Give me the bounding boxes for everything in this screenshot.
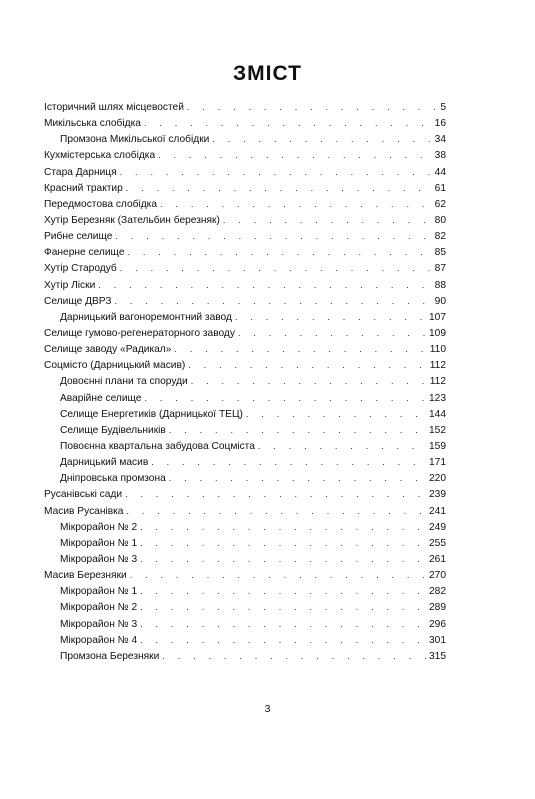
toc-entry-page: 159 [429,440,446,452]
toc-entry-page: 38 [434,150,446,162]
toc-leader-dots [98,277,431,293]
toc-entry-label: Довоєнні плани та споруди [60,376,188,388]
toc-entry-page: 220 [429,473,446,485]
toc-entry [44,438,446,454]
toc-leader-dots [160,196,432,212]
toc-entry-page: 107 [429,311,446,323]
toc-leader-dots [126,180,432,196]
toc-entry [44,131,446,147]
toc-entry-label: Мікрорайон № 1 [60,586,138,598]
toc-entry-label: Масив Березняки [44,570,127,582]
toc-entry-page: 241 [429,505,446,517]
toc-entry-page: 88 [434,279,446,291]
toc-leader-dots [126,503,426,519]
toc-leader-dots [169,422,426,438]
toc-entry [44,164,446,180]
toc-leader-dots [120,164,432,180]
toc-leader-dots [125,486,426,502]
toc-entry [44,147,446,163]
toc-entry-page: 112 [429,376,446,388]
toc-entry-label: Хутір Стародуб [44,263,117,275]
toc-entry [44,341,446,357]
toc-entry [44,470,446,486]
toc-entry-page: 62 [434,198,446,210]
toc-entry-label: Хутір Березняк (Зательбин березняк) [44,214,220,226]
toc-entry [44,260,446,276]
toc-leader-dots [258,438,426,454]
toc-entry-label: Історичний шлях місцевостей [44,102,184,113]
toc-entry [44,212,446,228]
toc-entry-label: Хутір Ліски [44,279,96,291]
toc-entry-page: 5 [440,102,446,113]
toc-leader-dots [223,212,432,228]
toc-entry [44,632,446,648]
toc-entry-label: Селище гумово-регенераторного заводу [44,327,235,339]
toc-entry [44,406,446,422]
toc-entry-page: 289 [429,602,446,614]
toc-entry [44,535,446,551]
toc-leader-dots [162,648,426,664]
toc-entry-label: Селище ДВРЗ [44,295,112,307]
toc-entry [44,373,446,389]
toc-entry-label: Селище Енергетиків (Дарницької ТЕЦ) [60,408,243,420]
toc-entry-page: 61 [434,182,446,194]
toc-entry-label: Мікрорайон № 4 [60,634,138,646]
toc-leader-dots [140,616,426,632]
toc-entry-page: 282 [429,586,446,598]
toc-entry-page: 90 [434,295,446,307]
toc-leader-dots [130,567,426,583]
toc-entry-label: Кухмістерська слобідка [44,150,156,162]
toc-entry [44,503,446,519]
toc-entry [44,228,446,244]
toc-leader-dots [140,583,426,599]
toc-leader-dots [169,470,426,486]
toc-entry-label: Соцмісто (Дарницький масив) [44,360,186,372]
toc-entry-page: 85 [434,247,446,259]
toc-leader-dots [191,373,427,389]
page-number: 3 [264,703,271,715]
toc-entry-label: Стара Дарниця [44,166,117,178]
toc-entry-page: 112 [429,360,446,372]
toc-entry [44,357,446,373]
toc-entry [44,599,446,615]
toc-entry-label: Селище заводу «Радикал» [44,344,172,356]
toc-leader-dots [158,147,432,163]
toc-entry-page: 144 [429,408,446,420]
toc-entry-page: 171 [429,457,446,469]
toc-leader-dots [174,341,426,357]
toc-entry [44,583,446,599]
toc-entry-label: Мікрорайон № 2 [60,602,138,614]
toc-leader-dots [188,357,426,373]
toc-entry-page: 261 [429,553,446,565]
toc-leader-dots [151,454,426,470]
toc-entry-label: Дарницький вагоноремонтний завод [60,311,232,323]
toc-entry [44,422,446,438]
toc-entry-page: 87 [434,263,446,275]
toc-entry-page: 16 [434,118,446,130]
toc-entry-label: Мікрорайон № 3 [60,618,138,630]
toc-entry-page: 82 [434,231,446,243]
toc-leader-dots [140,535,426,551]
toc-entry [44,196,446,212]
toc-entry [44,309,446,325]
toc-leader-dots [238,325,426,341]
toc-entry-label: Передмостова слобідка [44,198,158,210]
toc-entry-label: Микільська слобідка [44,118,141,130]
toc-entry-page: 109 [429,327,446,339]
toc-entry [44,115,446,131]
toc-entry [44,293,446,309]
toc-leader-dots [120,260,432,276]
toc-entry-page: 34 [434,134,446,146]
toc-entry [44,325,446,341]
toc-entry [44,454,446,470]
toc-leader-dots [212,131,431,147]
toc-leader-dots [246,406,426,422]
toc-entry [44,99,446,115]
toc-entry [44,277,446,293]
toc-leader-dots [140,551,426,567]
toc-leader-dots [127,244,431,260]
toc-entry-page: 249 [429,521,446,533]
toc-entry [44,519,446,535]
toc-leader-dots [144,115,432,131]
toc-entry [44,180,446,196]
toc-entry-page: 239 [429,489,446,501]
toc-entry [44,567,446,583]
toc-leader-dots [145,390,427,406]
toc-entry-page: 296 [429,618,446,630]
toc-entry [44,616,446,632]
toc-leader-dots [140,632,426,648]
toc-entry-page: 80 [434,214,446,226]
toc-entry-label: Масив Русанівка [44,505,124,517]
table-of-contents [44,99,446,664]
toc-entry-label: Промзона Микільської слобідки [60,134,210,146]
toc-entry-label: Мікрорайон № 1 [60,537,138,549]
toc-entry-label: Дарницький масив [60,457,149,469]
page-title: ЗМІСТ [233,62,302,85]
toc-leader-dots [187,99,437,115]
toc-entry-label: Рибне селище [44,231,113,243]
toc-leader-dots [115,228,431,244]
toc-entry-page: 315 [429,650,446,662]
toc-entry-page: 110 [429,344,446,356]
toc-leader-dots [140,519,426,535]
toc-entry-label: Аварійне селище [60,392,142,404]
toc-entry [44,390,446,406]
toc-entry-label: Русанівські сади [44,489,123,501]
toc-entry-label: Повоєнна квартальна забудова Соцміста [60,440,255,452]
toc-entry [44,551,446,567]
toc-entry-page: 255 [429,537,446,549]
toc-entry-page: 44 [434,166,446,178]
toc-entry-label: Мікрорайон № 3 [60,553,138,565]
toc-entry-page: 152 [429,424,446,436]
toc-entry [44,486,446,502]
toc-leader-dots [140,599,426,615]
toc-entry-label: Красний трактир [44,182,123,194]
toc-entry [44,244,446,260]
toc-entry-label: Дніпровська промзона [60,473,166,485]
toc-leader-dots [115,293,432,309]
toc-entry-page: 270 [429,570,446,582]
toc-entry [44,648,446,664]
toc-entry-page: 301 [429,634,446,646]
toc-entry-label: Мікрорайон № 2 [60,521,138,533]
toc-entry-label: Промзона Березняки [60,650,160,662]
toc-entry-label: Селище Будівельників [60,424,166,436]
toc-leader-dots [235,309,426,325]
toc-entry-page: 123 [429,392,446,404]
toc-entry-label: Фанерне селище [44,247,125,259]
